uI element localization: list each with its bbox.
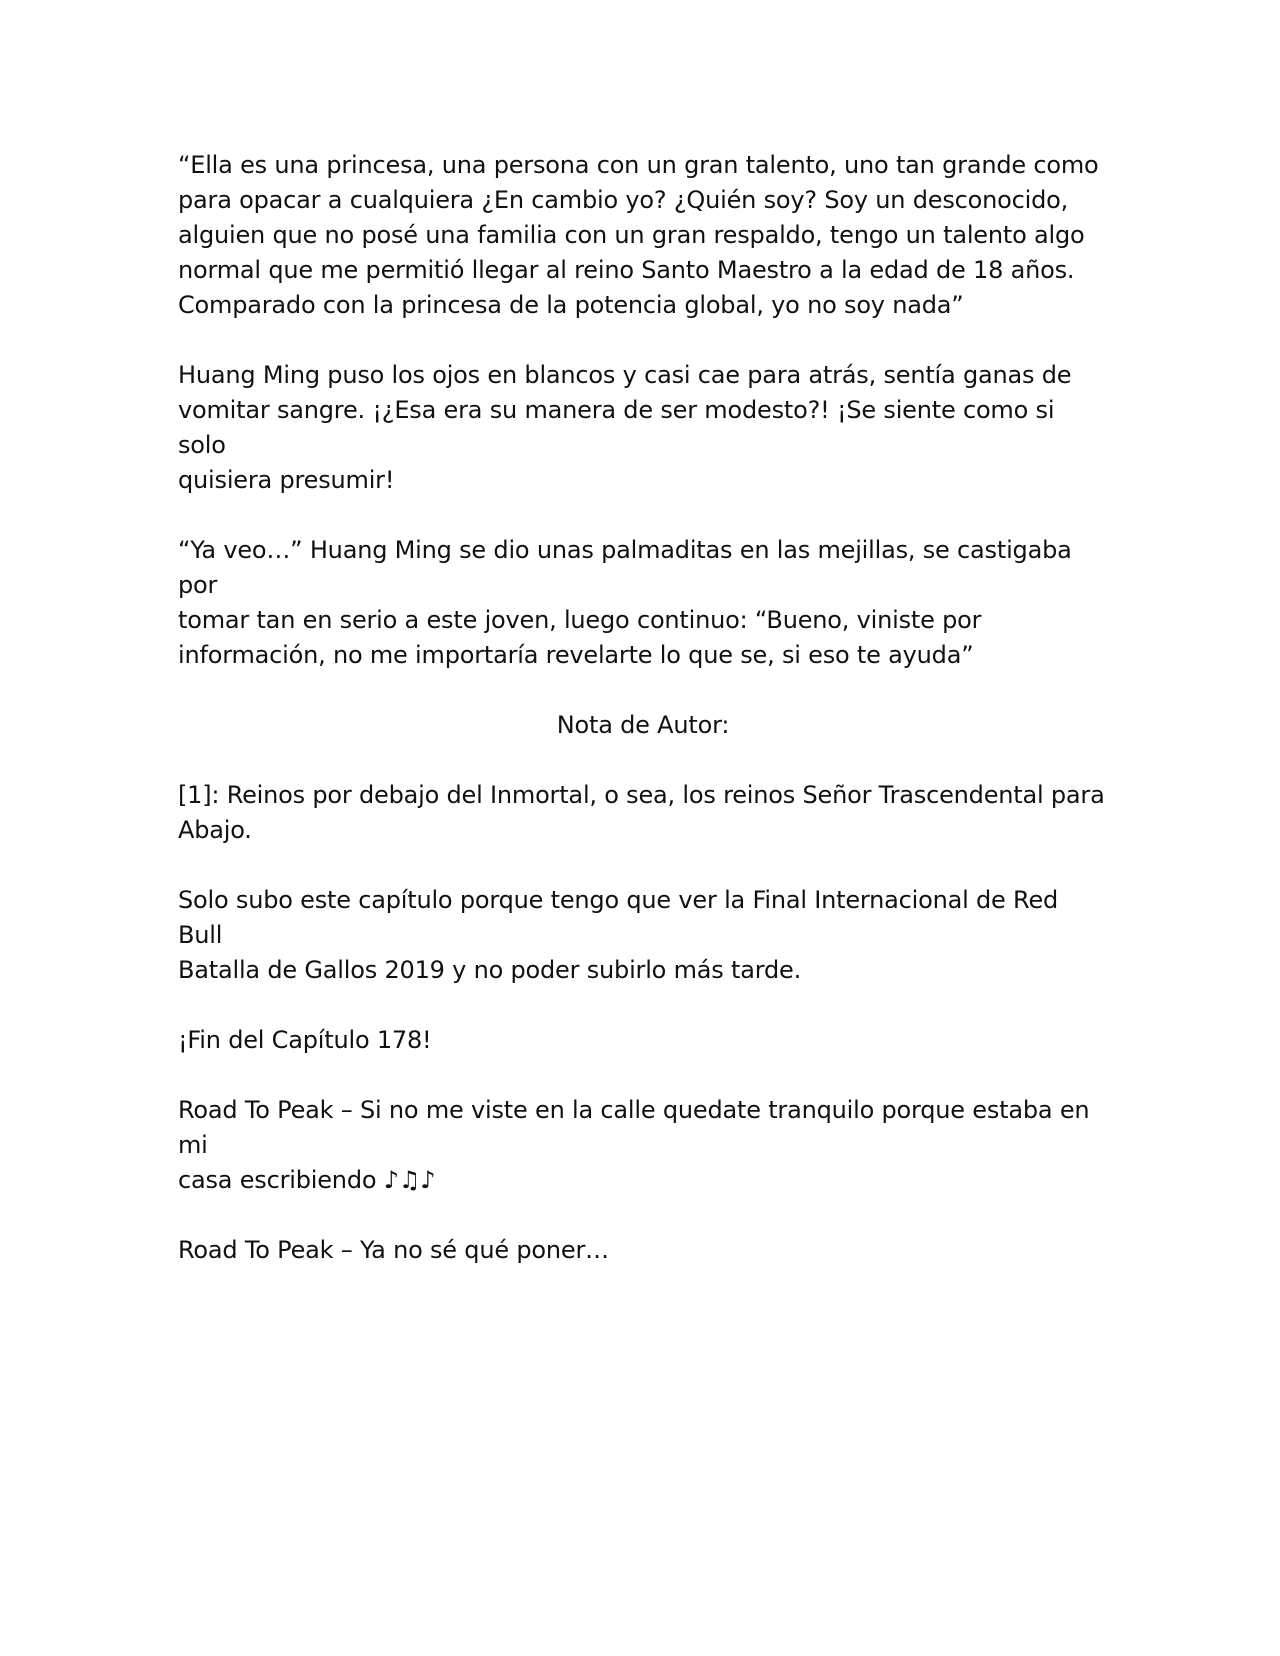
document-body bbox=[178, 148, 1108, 1303]
author-note-heading: Nota de Autor: bbox=[556, 711, 730, 739]
signature-note-2: Road To Peak – Ya no sé qué poner… bbox=[178, 1236, 609, 1264]
paragraph-dialogue-princesa: “Ella es una princesa, una persona con un gran talento, uno tan grande como para opacar a cualquiera ¿En cambio yo? ¿Quién soy? Soy un desconocido, alguien que no posé una familia con un gran respaldo, tengo un talento algo normal que me permitió llegar al reino Santo Maestro a la edad de 18 años. Comparado con la princesa de la potencia global, yo no soy nada” bbox=[178, 151, 1099, 319]
paragraph-huang-ming-reaction: Huang Ming puso los ojos en blancos y casi cae para atrás, sentía ganas de vomitar sangre. ¡¿Esa era su manera de ser modesto?! ¡Se siente como si solo quisiera presumir! bbox=[178, 361, 1072, 494]
paragraph-ya-veo: “Ya veo…” Huang Ming se dio unas palmaditas en las mejillas, se castigaba por tomar tan en serio a este joven, luego continuo: “Bueno, viniste por información, no me importaría revelarte lo que se, si eso te ayuda” bbox=[178, 536, 1072, 669]
chapter-end: ¡Fin del Capítulo 178! bbox=[178, 1026, 432, 1054]
footnote-1: [1]: Reinos por debajo del Inmortal, o sea, los reinos Señor Trascendental para Abajo. bbox=[178, 781, 1105, 844]
author-note-text: Solo subo este capítulo porque tengo que ver la Final Internacional de Red Bull Batalla de Gallos 2019 y no poder subirlo más tarde. bbox=[178, 886, 1059, 984]
signature-note-1: Road To Peak – Si no me viste en la calle quedate tranquilo porque estaba en mi casa escribiendo ♪♫♪ bbox=[178, 1096, 1090, 1194]
